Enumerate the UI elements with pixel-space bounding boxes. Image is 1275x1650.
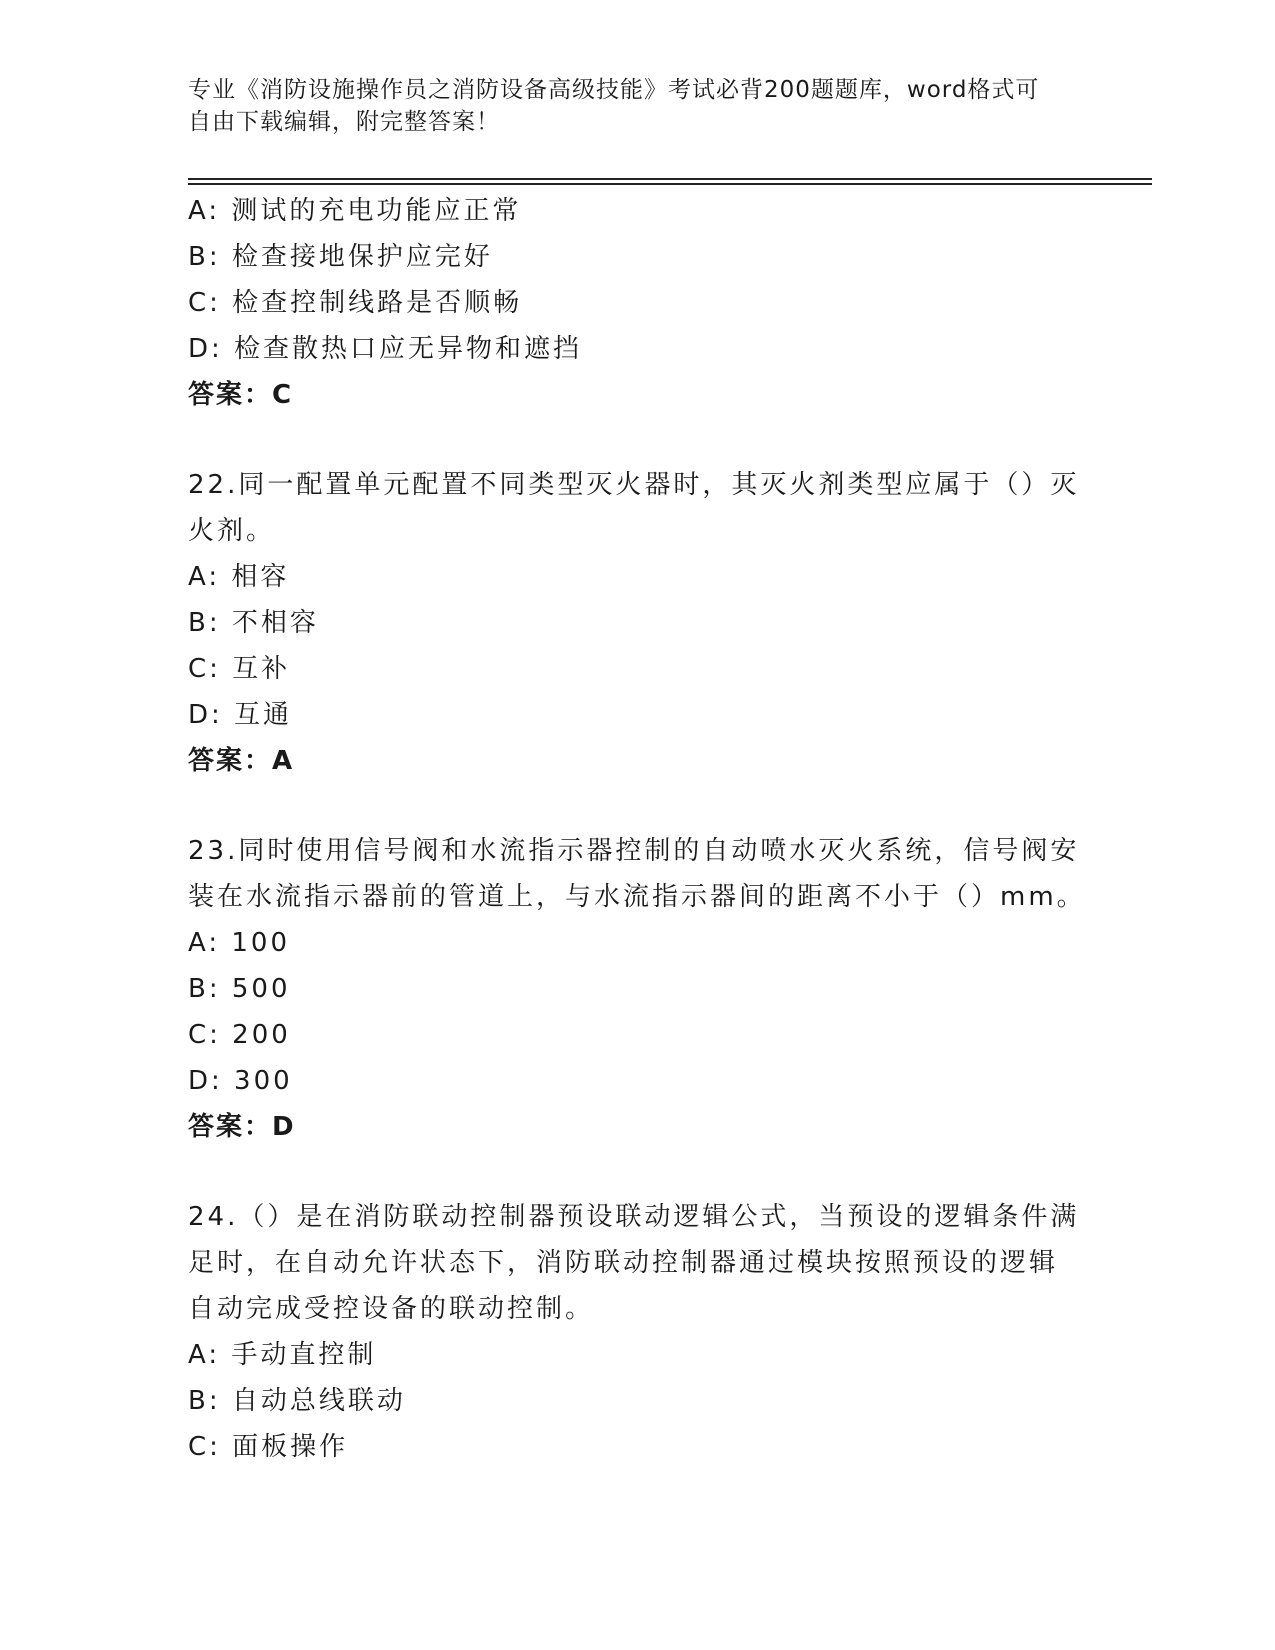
option-a: A: 测试的充电功能应正常 [188,196,522,226]
option-a: A: 100 [188,928,290,958]
question-text-line-3: 自动完成受控设备的联动控制。 [188,1294,595,1324]
option-b: B: 500 [188,974,291,1004]
option-c: C: 200 [188,1020,291,1050]
question-text-line-2: 足时，在自动允许状态下，消防联动控制器通过模块按照预设的逻辑 [188,1248,1059,1278]
document-header [188,74,1068,138]
option-d: D: 300 [188,1066,293,1096]
header-line-2: 自由下载编辑，附完整答案！ [188,109,500,135]
question-23 [188,828,1088,1150]
spacer [188,1150,1088,1194]
question-text-line-2: 火剂。 [188,516,276,546]
header-divider-top [188,178,1152,180]
spacer [188,784,1088,828]
option-c: C: 面板操作 [188,1432,349,1462]
question-list [188,188,1088,1470]
answer: 答案：C [188,380,294,410]
header-divider-bottom [188,183,1152,185]
header-line-1: 专业《消防设施操作员之消防设备高级技能》考试必背200题题库，word格式可 [188,77,1040,103]
answer: 答案：D [188,1112,296,1142]
option-b: B: 不相容 [188,608,319,638]
option-a: A: 相容 [188,562,290,592]
question-text-line-2: 装在水流指示器前的管道上，与水流指示器间的距离不小于（）mm。 [188,882,1086,912]
question-21 [188,188,1088,418]
option-a: A: 手动直控制 [188,1340,377,1370]
question-text-line-1: 24.（）是在消防联动控制器预设联动逻辑公式，当预设的逻辑条件满 [188,1202,1080,1232]
spacer [188,418,1088,462]
answer: 答案：A [188,746,295,776]
option-b: B: 自动总线联动 [188,1386,406,1416]
question-22 [188,462,1088,784]
option-c: C: 互补 [188,654,291,684]
question-24 [188,1194,1088,1470]
option-c: C: 检查控制线路是否顺畅 [188,288,523,318]
option-d: D: 互通 [188,700,293,730]
option-d: D: 检查散热口应无异物和遮挡 [188,334,583,364]
question-text-line-1: 22.同一配置单元配置不同类型灭火器时，其灭火剂类型应属于（）灭 [188,470,1080,500]
option-b: B: 检查接地保护应完好 [188,242,493,272]
question-text-line-1: 23.同时使用信号阀和水流指示器控制的自动喷水灭火系统，信号阀安 [188,836,1080,866]
